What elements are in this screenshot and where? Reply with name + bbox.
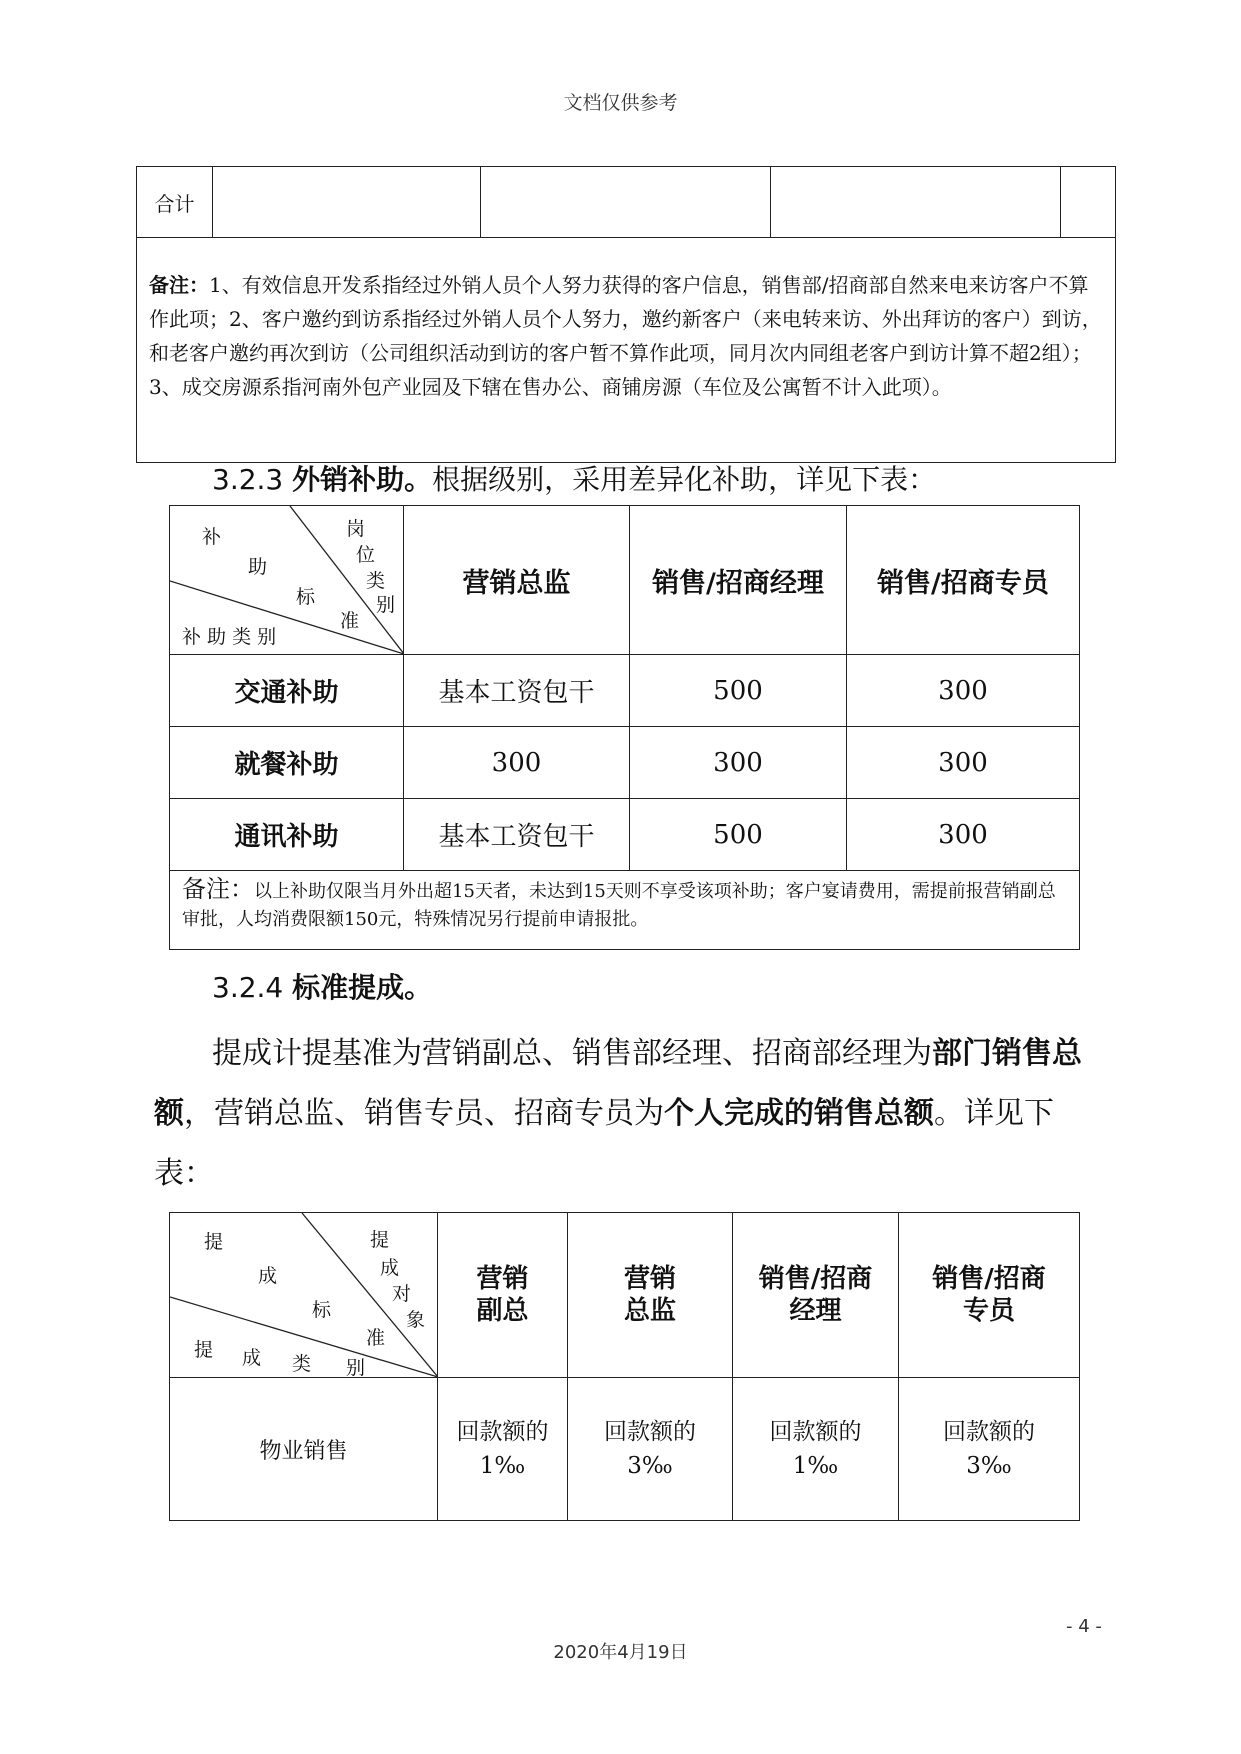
table-cell [733,1378,899,1521]
diag-label: 岗 [346,518,366,540]
table-row [170,727,1080,799]
diag-label: 提 [370,1229,390,1251]
para-text: 。详见下表： [154,1096,1054,1191]
diagonal-header-cell [170,506,404,655]
note-text: 以上补助仅限当月外出超15天者，未达到15天则不享受该项补助；客户宴请费用，需提前报营销副总审批，人均消费限额150元，特殊情况另行提前申请报批。 [182,881,1056,930]
section-title: 标准提成。 [292,971,433,1004]
table-row [170,799,1080,871]
diag-label: 位 [356,544,376,566]
column-header [438,1213,568,1378]
section-text: 根据级别，采用差异化补助，详见下表： [432,463,937,496]
para-text: ，营销总监、销售专员、招商专员为 [184,1096,664,1131]
para-emphasis: 部门销售总额 [154,1036,1082,1131]
total-cell [481,167,771,238]
diag-label: 别 [376,594,396,616]
table-cell: 500 [630,655,847,727]
section-number: 3.2.3 [212,463,293,496]
column-header: 营销总监 [404,506,630,655]
cell-text: 回款额的3‰ [943,1419,1035,1479]
total-cell [213,167,481,238]
table-cell: 300 [404,727,630,799]
cell-text: 回款额的1‰ [769,1419,862,1479]
total-cell [1061,167,1116,238]
table-cell [568,1378,733,1521]
table-cell [899,1378,1080,1521]
diag-label: 对 [392,1283,412,1305]
cell-text: 回款额的1‰ [456,1419,549,1479]
table-cell: 300 [847,727,1080,799]
table-cell: 300 [630,727,847,799]
table-cell: 300 [847,655,1080,727]
commission-table [169,1212,1080,1521]
diag-label: 象 [406,1309,426,1331]
column-header: 销售/招商专员 [847,506,1080,655]
row-header: 通讯补助 [170,799,404,871]
para-text: 提成计提基准为营销副总、销售部经理、招商部经理为 [212,1036,932,1071]
diagonal-header-cell [170,1213,438,1378]
diag-label: 准 [340,610,360,632]
table-row [170,1378,1080,1521]
table2-note [170,871,1080,950]
table-cell: 300 [847,799,1080,871]
allowance-table [169,505,1080,950]
column-header [568,1213,733,1378]
column-header-text: 销售/招商专员 [932,1264,1046,1326]
page-header: 文档仅供参考 [563,92,678,114]
total-cell [771,167,1061,238]
table1-note [137,238,1116,463]
column-header [733,1213,899,1378]
diag-label: 补 [202,526,222,548]
column-header-text: 营销副总 [476,1264,529,1326]
table-row [170,655,1080,727]
page-number: - 4 - [1066,1616,1102,1637]
section-324-heading [212,966,432,1006]
table-cell: 500 [630,799,847,871]
table-cell: 基本工资包干 [404,655,630,727]
section-title: 外销补助。 [292,463,433,496]
section-number: 3.2.4 [212,971,293,1004]
total-label: 合计 [137,167,213,238]
diag-label: 类 [366,570,386,592]
section-323-heading [212,458,936,498]
column-header-text: 销售/招商经理 [758,1264,873,1326]
note-label: 备注： [149,273,209,297]
footer-date: 2020年4月19日 [553,1642,688,1663]
diag-label: 补 助 类 别 [182,626,277,648]
diag-label: 别 [346,1357,366,1379]
diag-label: 类 [292,1353,312,1375]
diag-label: 成 [380,1257,400,1279]
note-label: 备注： [182,875,254,903]
row-header: 物业销售 [170,1378,438,1521]
diag-label: 助 [248,556,268,578]
row-header: 交通补助 [170,655,404,727]
diag-label: 标 [312,1299,332,1321]
diag-label: 标 [296,586,316,608]
table-cell [438,1378,568,1521]
column-header: 销售/招商经理 [630,506,847,655]
kpi-summary-table [136,166,1116,463]
column-header [899,1213,1080,1378]
diag-label: 成 [242,1347,262,1369]
table-cell: 基本工资包干 [404,799,630,871]
para-emphasis: 个人完成的销售总额 [664,1096,934,1131]
diag-label: 准 [366,1327,386,1349]
diag-label: 提 [204,1231,224,1253]
row-header: 就餐补助 [170,727,404,799]
diag-label: 成 [258,1265,278,1287]
commission-paragraph [154,1024,1084,1204]
cell-text: 回款额的3‰ [604,1419,696,1479]
diag-label: 提 [194,1339,214,1361]
note-text: 1、有效信息开发系指经过外销人员个人努力获得的客户信息，销售部/招商部自然来电来访客户不算作此项；2、客户邀约到访系指经过外销人员个人努力，邀约新客户（来电转来访、外出拜访的客户）到访，和老客户邀约再次到访（公司组织活动到访的客户暂不算作此项，同月次内同组老客户到访计算不超2组）；3、成交房源系指河南外包产业园及下辖在售办公、商铺房源（车位及公寓暂不计入此项）。 [149,273,1102,399]
column-header-text: 营销总监 [623,1264,676,1326]
